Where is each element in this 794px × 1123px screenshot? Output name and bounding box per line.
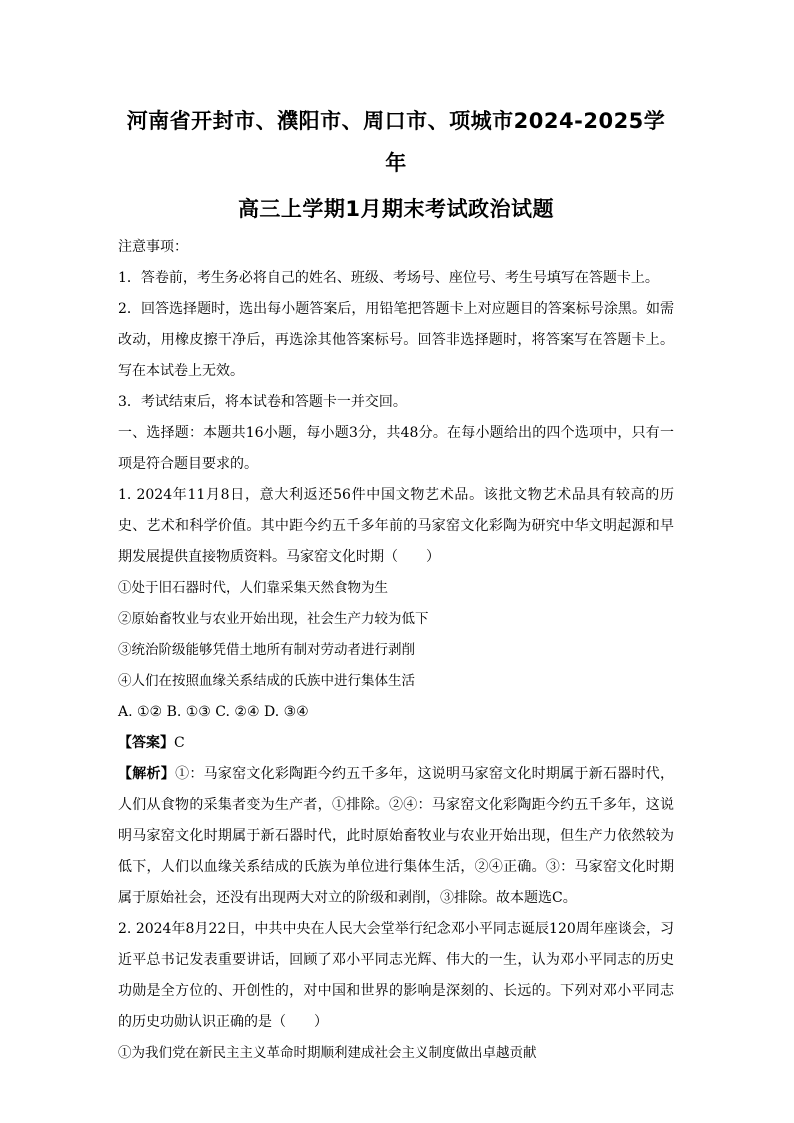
notice-item-3: 3．考试结束后，将本试卷和答题卡一并交回。 [118, 394, 407, 410]
page-title-line-2: 高三上学期1月期末考试政治试题 [237, 197, 555, 221]
notice-section [118, 232, 674, 418]
analysis-label: 【解析】 [118, 766, 176, 782]
answer-label: 【答案】 [118, 735, 174, 751]
section-heading: 一、选择题：本题共16小题，每小题3分，共48分。在每小题给出的四个选项中，只有一项是符合题目要求的。 [118, 425, 674, 472]
question-1-statement-3: ③统治阶级能够凭借土地所有制对劳动者进行剥削 [118, 642, 415, 658]
question-2 [118, 914, 674, 1069]
notice-heading: 注意事项： [118, 239, 188, 255]
question-1-answer [118, 728, 674, 759]
question-2-statement-1: ①为我们党在新民主主义革命时期顺利建成社会主义制度做出卓越贡献 [118, 1045, 537, 1061]
question-1-analysis [118, 759, 674, 914]
question-1-statement-4: ④人们在按照血缘关系结成的氏族中进行集体生活 [118, 673, 415, 689]
notice-item-1: 1．答卷前，考生务必将自己的姓名、班级、考场号、座位号、考生号填写在答题卡上。 [118, 270, 659, 286]
question-1-statement-1: ①处于旧石器时代，人们靠采集天然食物为生 [118, 580, 388, 596]
question-1-statement-2: ②原始畜牧业与农业开始出现，社会生产力较为低下 [118, 611, 429, 627]
analysis-text: ①：马家窑文化彩陶距今约五千多年，这说明马家窑文化时期属于新石器时代，人们从食物的采集者变为生产者，①排除。②④：马家窑文化彩陶距今约五千多年，这说明马家窑文化时期属于新石器时代，此时原始畜牧业与农业开始出现，但生产力依然较为低下，人们以血缘关系结成的氏族为单位进行集体生活，②④正确。③：马家窑文化时期属于原始社会，还没有出现两大对立的阶级和剥削，③排除。故本题选C。 [118, 766, 675, 906]
page-title-line-1: 河南省开封市、濮阳市、周口市、项城市2024-2025学年 [126, 109, 666, 175]
question-1-choices: A. ①② B. ①③ C. ②④ D. ③④ [118, 704, 309, 720]
answer-value: C [174, 735, 185, 751]
question-1 [118, 480, 674, 914]
question-1-stem: 1. 2024年11月8日，意大利返还56件中国文物艺术品。该批文物艺术品具有较高的历史、艺术和科学价值。其中距今约五千多年前的马家窑文化彩陶为研究中华文明起源和早期发展提供直接物质资料。马家窑文化时期（ ） [118, 487, 674, 565]
notice-item-2: 2．回答选择题时，选出每小题答案后，用铅笔把答题卡上对应题目的答案标号涂黑。如需改动，用橡皮擦干净后，再选涂其他答案标号。回答非选择题时，将答案写在答题卡上。写在本试卷上无效。 [118, 301, 674, 379]
question-2-stem: 2. 2024年8月22日，中共中央在人民大会堂举行纪念邓小平同志诞辰120周年座谈会，习近平总书记发表重要讲话，回顾了邓小平同志光辉、伟大的一生，认为邓小平同志的历史功勋是全方位的、开创性的，对中国和世界的影响是深刻的、长远的。下列对邓小平同志的历史功勋认识正确的是（ ） [118, 921, 674, 1030]
